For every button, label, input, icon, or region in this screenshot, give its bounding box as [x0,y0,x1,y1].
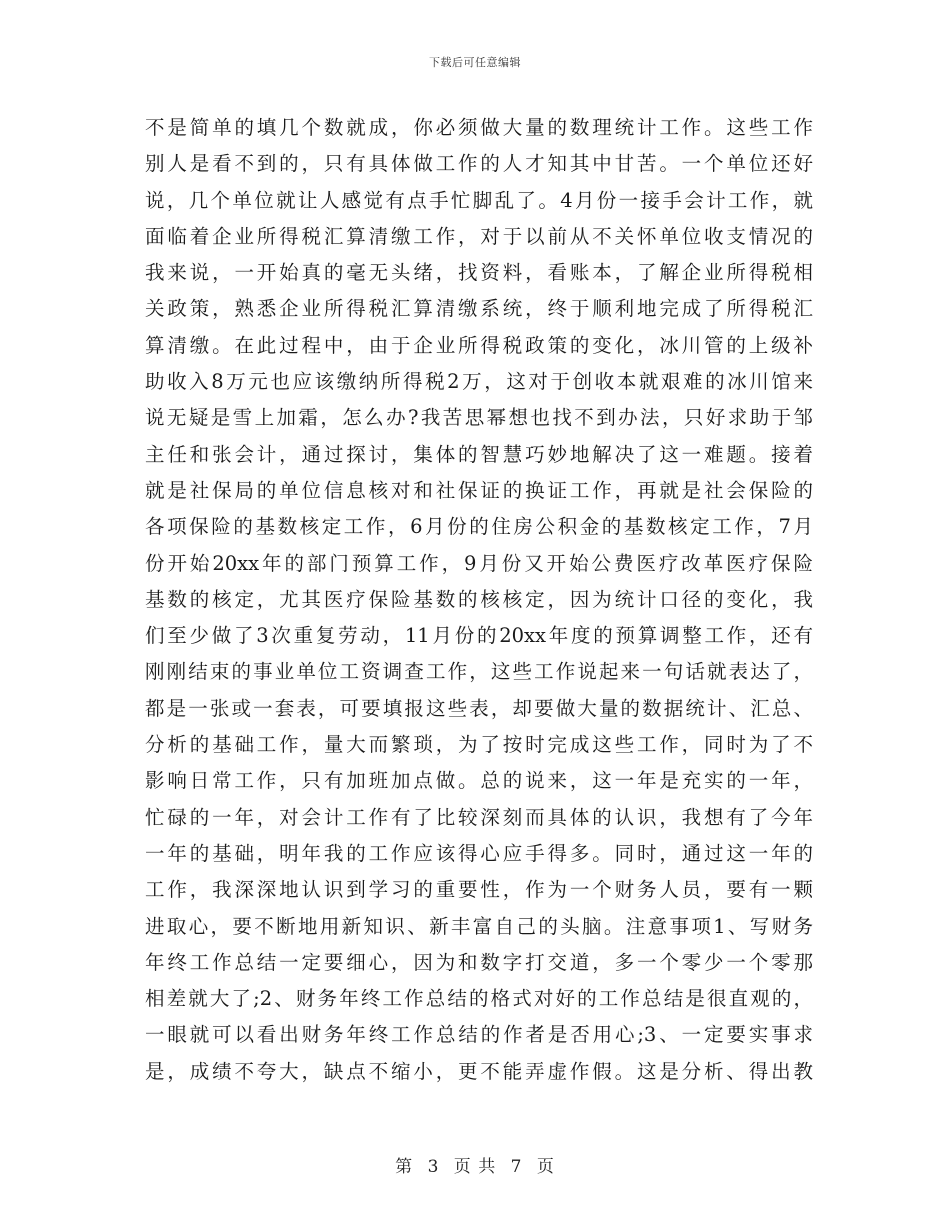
page-footer [0,1152,950,1177]
body-line: 面临着企业所得税汇算清缴工作，对于以前从不关怀单位收支情况的 [145,224,813,248]
footer-suffix: 页 [536,1157,555,1177]
total-page-number: 7 [510,1157,523,1177]
body-line: 一年的基础，明年我的工作应该得心应手得多。同时，通过这一年的 [145,841,813,865]
footer-prefix: 第 [395,1157,414,1177]
body-line: 说，几个单位就让人感觉有点手忙脚乱了。4月份一接手会计工作，就 [145,188,813,212]
current-page-number: 3 [427,1157,440,1177]
body-line: 年终工作总结一定要细心，因为和数字打交道，多一个零少一个零那 [145,950,813,974]
body-line: 份开始20xx年的部门预算工作，9月份又开始公费医疗改革医疗保险 [145,551,813,575]
body-line: 关政策，熟悉企业所得税汇算清缴系统，终于顺利地完成了所得税汇 [145,297,813,321]
body-line: 各项保险的基数核定工作，6月份的住房公积金的基数核定工作，7月 [145,515,813,539]
body-line: 不是简单的填几个数就成，你必须做大量的数理统计工作。这些工作 [145,116,813,139]
body-line: 别人是看不到的，只有具体做工作的人才知其中甘苦。一个单位还好 [145,152,813,176]
body-line: 是，成绩不夸大，缺点不缩小，更不能弄虚作假。这是分析、得出教 [145,1059,813,1083]
body-line: 助收入8万元也应该缴纳所得税2万，这对于创收本就艰难的冰川馆来 [145,370,813,394]
body-line: 影响日常工作，只有加班加点做。总的说来，这一年是充实的一年， [145,769,813,793]
body-line: 忙碌的一年，对会计工作有了比较深刻而具体的认识，我想有了今年 [145,805,813,829]
body-line: 进取心，要不断地用新知识、新丰富自己的头脑。注意事项1、写财务 [145,914,813,938]
body-line: 都是一张或一套表，可要填报这些表，却要做大量的数据统计、汇总、 [145,696,813,720]
page-header [0,54,950,70]
body-line: 们至少做了3次重复劳动，11月份的20xx年度的预算调整工作，还有 [145,624,813,648]
body-line: 主任和张会计，通过探讨，集体的智慧巧妙地解决了这一难题。接着 [145,442,813,466]
body-line: 说无疑是雪上加霜，怎么办?我苦思幂想也找不到办法，只好求助于邹 [145,406,813,430]
body-line: 算清缴。在此过程中，由于企业所得税政策的变化，冰川管的上级补 [145,333,813,357]
body-line: 分析的基础工作，量大而繁琐，为了按时完成这些工作，同时为了不 [145,733,813,757]
body-line: 刚刚结束的事业单位工资调查工作，这些工作说起来一句话就表达了， [145,660,813,684]
body-line: 相差就大了;2、财务年终工作总结的格式对好的工作总结是很直观的， [145,987,813,1011]
body-line: 就是社保局的单位信息核对和社保证的换证工作，再就是社会保险的 [145,478,813,502]
body-line: 一眼就可以看出财务年终工作总结的作者是否用心;3、一定要实事求 [145,1023,813,1047]
footer-middle: 页 共 [453,1157,497,1177]
body-line: 工作，我深深地认识到学习的重要性，作为一个财务人员，要有一颗 [145,878,813,902]
header-text: 下载后可任意编辑 [429,56,521,69]
body-line: 我来说，一开始真的毫无头绪，找资料，看账本，了解企业所得税相 [145,261,813,285]
document-body [145,110,813,1090]
body-line: 基数的核定，尤其医疗保险基数的核核定，因为统计口径的变化，我 [145,587,813,611]
